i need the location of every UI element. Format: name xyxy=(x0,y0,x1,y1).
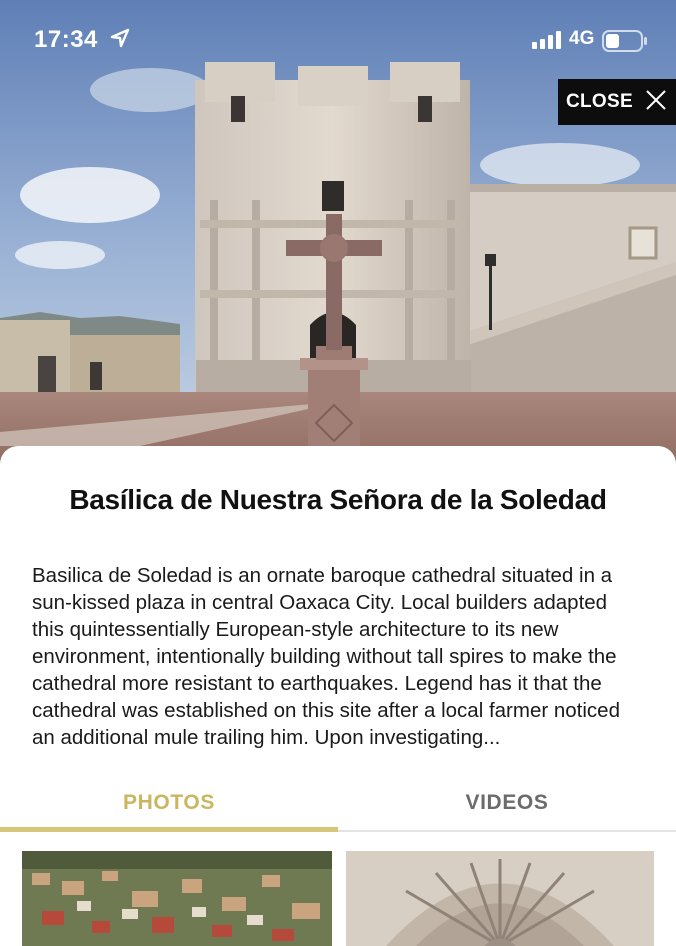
photo-thumbnail-shell-niche[interactable] xyxy=(346,851,654,946)
tab-photos[interactable]: PHOTOS xyxy=(123,791,215,814)
network-type: 4G xyxy=(569,28,595,49)
status-bar xyxy=(0,0,676,80)
close-button-label: CLOSE xyxy=(566,91,633,112)
signal-bars-icon xyxy=(532,31,564,54)
page-title: Basílica de Nuestra Señora de la Soledad xyxy=(69,484,607,515)
photo-thumbnail-city[interactable] xyxy=(22,851,332,946)
location-arrow-icon xyxy=(110,28,130,53)
status-time: 17:34 xyxy=(34,26,98,53)
media-tabs xyxy=(0,780,676,832)
battery-icon xyxy=(602,30,648,57)
close-button[interactable] xyxy=(558,79,676,125)
detail-sheet xyxy=(0,446,676,946)
close-icon xyxy=(645,89,667,116)
tab-videos[interactable]: VIDEOS xyxy=(465,791,549,814)
active-tab-indicator xyxy=(0,827,338,832)
place-description: Basilica de Soledad is an ornate baroque cathedral situated in a sun-kissed plaza in central Oaxaca City. Local builders adapted this quintessentially European-style architecture to its new environment, intentionally building without tall spires to make the cathedral more resistant to earthquakes. Legend has it that the cathedral was established on this site after a local farmer noticed an additional mule trailing him. Upon investigating... xyxy=(32,564,620,749)
